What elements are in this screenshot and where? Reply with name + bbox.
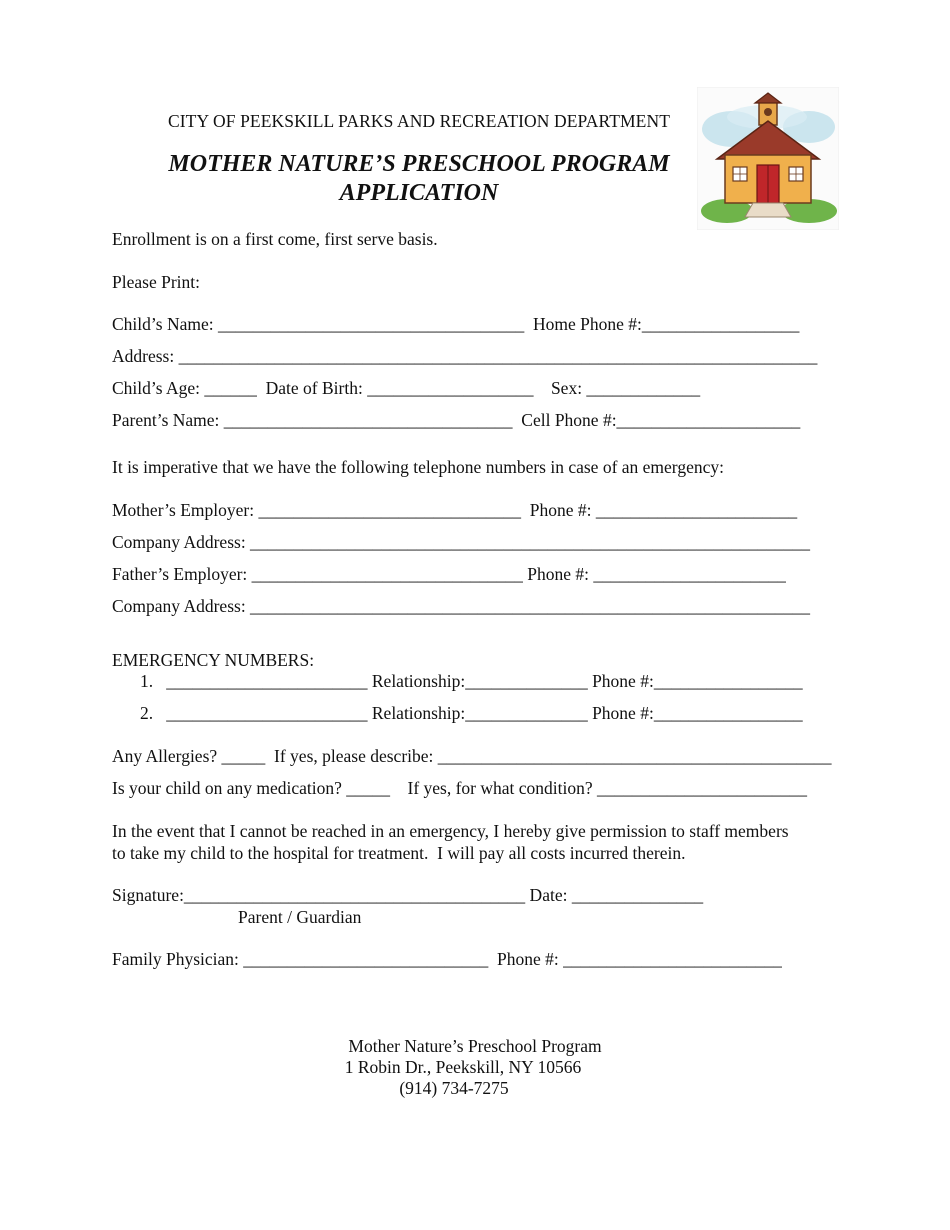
age-dob-sex-field: Child’s Age: ______ Date of Birth: ___________________ Sex: _____________ (112, 378, 701, 398)
medication-field: Is your child on any medication? _____ If yes, for what condition? ________________________ (112, 778, 808, 798)
signature-field: Signature:_______________________________________ Date: _______________ (112, 885, 704, 905)
schoolhouse-icon (697, 87, 839, 230)
parents-name-field: Parent’s Name: _________________________________ Cell Phone #:_____________________ (112, 410, 801, 430)
permission-text-line2: to take my child to the hospital for treatment. I will pay all costs incurred therein. (112, 843, 686, 863)
enrollment-note: Enrollment is on a first come, first serve basis. (112, 229, 438, 249)
mother-employer-field: Mother’s Employer: ______________________________ Phone #: _______________________ (112, 500, 798, 520)
father-company-address-field: Company Address: ________________________________________________________________ (112, 596, 811, 616)
permission-text-line1: In the event that I cannot be reached in an emergency, I hereby give permission to staff members (112, 821, 789, 841)
mother-company-address-field: Company Address: ________________________________________________________________ (112, 532, 811, 552)
allergies-field: Any Allergies? _____ If yes, please describe: _____________________________________________ (112, 746, 832, 766)
emergency-contact-1: 1. _______________________ Relationship:______________ Phone #:_________________ (140, 671, 803, 691)
department-heading: CITY OF PEEKSKILL PARKS AND RECREATION DEPARTMENT (167, 111, 670, 131)
signature-caption: Parent / Guardian (238, 907, 362, 927)
footer-address: 1 Robin Dr., Peekskill, NY 10566 (344, 1057, 582, 1077)
footer-phone: (914) 734-7275 (399, 1078, 509, 1098)
childs-name-field: Child’s Name: ___________________________________ Home Phone #:__________________ (112, 314, 800, 334)
family-physician-field: Family Physician: ____________________________ Phone #: _________________________ (112, 949, 782, 969)
emergency-numbers-heading: EMERGENCY NUMBERS: (112, 650, 315, 670)
please-print-label: Please Print: (112, 272, 200, 292)
emergency-contact-2: 2. _______________________ Relationship:______________ Phone #:_________________ (140, 703, 803, 723)
program-title-line1: MOTHER NATURE’S PRESCHOOL PROGRAM (168, 151, 670, 177)
emergency-note: It is imperative that we have the following telephone numbers in case of an emergency: (112, 457, 724, 477)
program-title-line2: APPLICATION (339, 180, 499, 206)
footer-program-name: Mother Nature’s Preschool Program (348, 1036, 602, 1056)
address-field: Address: _________________________________________________________________________ (112, 346, 818, 366)
father-employer-field: Father’s Employer: _______________________________ Phone #: ______________________ (112, 564, 786, 584)
